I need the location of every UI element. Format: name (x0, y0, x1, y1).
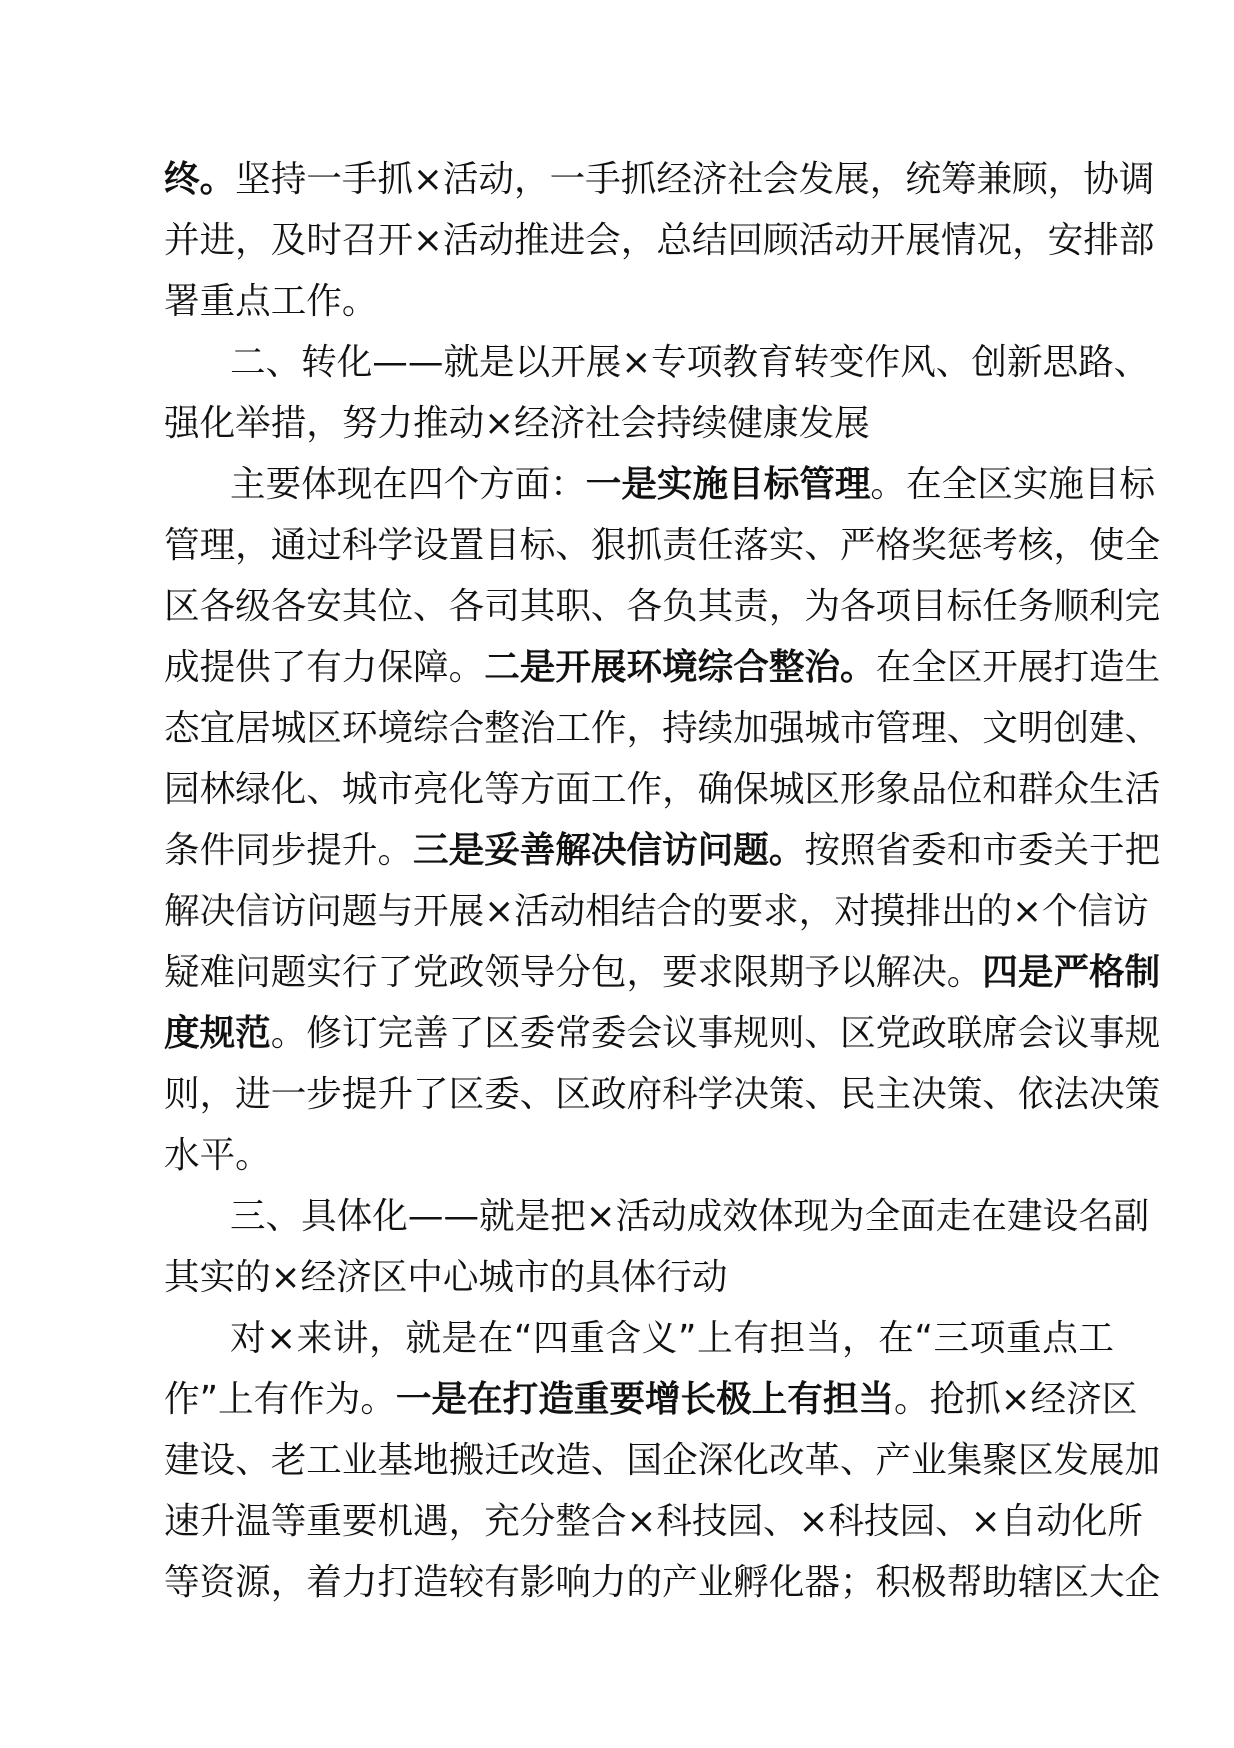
text-line (164, 455, 1156, 515)
text: 主要体现在四个方面： (230, 464, 586, 505)
text-line (164, 516, 1161, 576)
section-heading-line (164, 1187, 1150, 1247)
text: 坚持一手抓×活动，一手抓经济社会发展，统筹兼顾，协调 (235, 159, 1155, 200)
bold-text: 一是实施目标管理 (585, 464, 871, 505)
text: 按照省委和市委关于把 (804, 830, 1161, 871)
text-line (164, 1492, 1143, 1552)
text: 等资源，着力打造较有影响力的产业孵化器；积极帮助辖区大企 (164, 1562, 1161, 1603)
text: 成提供了有力保障。 (164, 647, 485, 688)
text-line (164, 1431, 1161, 1491)
text-line (164, 943, 1161, 1003)
text: 强化举措，努力推动×经济社会持续健康发展 (164, 403, 870, 444)
bold-text: 二是开展环境综合整治。 (484, 647, 876, 688)
text: 在全区开展打造生 (875, 647, 1161, 688)
bold-text: 终。 (164, 159, 236, 200)
text: 并进，及时召开×活动推进会，总结回顾活动开展情况，安排部 (164, 220, 1155, 261)
text-line (164, 1126, 1114, 1186)
bold-text: 四是严格制 (982, 952, 1161, 993)
text: 水平。 (164, 1135, 271, 1176)
text-line (164, 577, 1161, 637)
bold-text: 一是在打造重要增长极上有担当 (395, 1379, 894, 1420)
text-line (164, 1370, 1138, 1430)
text-line (164, 699, 1161, 759)
text: 速升温等重要机遇，充分整合×科技园、×科技园、×自动化所 (164, 1501, 1143, 1542)
bold-text: 三是妥善解决信访问题。 (413, 830, 805, 871)
bold-text: 度规范 (164, 1013, 271, 1054)
text-line (164, 1553, 1161, 1613)
text-line (164, 211, 1155, 271)
section-heading-line (164, 1248, 1114, 1308)
text: 条件同步提升。 (164, 830, 414, 871)
text-line (164, 272, 1114, 332)
text: 对×来讲，就是在“四重含义”上有担当，在“三项重点工 (230, 1318, 1114, 1359)
text-line (164, 1065, 1161, 1125)
text-line (164, 1309, 1114, 1369)
text: 二、转化——就是以开展×专项教育转变作风、创新思路、 (230, 342, 1150, 383)
text: 。在全区实施目标 (870, 464, 1156, 505)
text: 作”上有作为。 (164, 1379, 396, 1420)
text: 区各级各安其位、各司其职、各负其责，为各项目标任务顺利完 (164, 586, 1161, 627)
text: 。抢抓×经济区 (894, 1379, 1138, 1420)
text-line (164, 1004, 1161, 1064)
text-line (164, 760, 1161, 820)
section-heading-line (164, 394, 1114, 454)
text: 管理，通过科学设置目标、狠抓责任落实、严格奖惩考核，使全 (164, 525, 1161, 566)
text-line (164, 821, 1161, 881)
text: 建设、老工业基地搬迁改造、国企深化改革、产业集聚区发展加 (164, 1440, 1161, 1481)
text: 则，进一步提升了区委、区政府科学决策、民主决策、依法决策 (164, 1074, 1161, 1115)
text: 园林绿化、城市亮化等方面工作，确保城区形象品位和群众生活 (164, 769, 1161, 810)
text-line (164, 882, 1149, 942)
text: 署重点工作。 (164, 281, 378, 322)
text-line (164, 638, 1161, 698)
text: 解决信访问题与开展×活动相结合的要求，对摸排出的×个信访 (164, 891, 1149, 932)
text: 其实的×经济区中心城市的具体行动 (164, 1257, 728, 1298)
section-heading-line (164, 333, 1150, 393)
text-line (164, 150, 1155, 210)
text: 态宜居城区环境综合整治工作，持续加强城市管理、文明创建、 (164, 708, 1161, 749)
text: 。修订完善了区委常委会议事规则、区党政联席会议事规 (270, 1013, 1161, 1054)
text: 疑难问题实行了党政领导分包，要求限期予以解决。 (164, 952, 983, 993)
text: 三、具体化——就是把×活动成效体现为全面走在建设名副 (230, 1196, 1150, 1237)
